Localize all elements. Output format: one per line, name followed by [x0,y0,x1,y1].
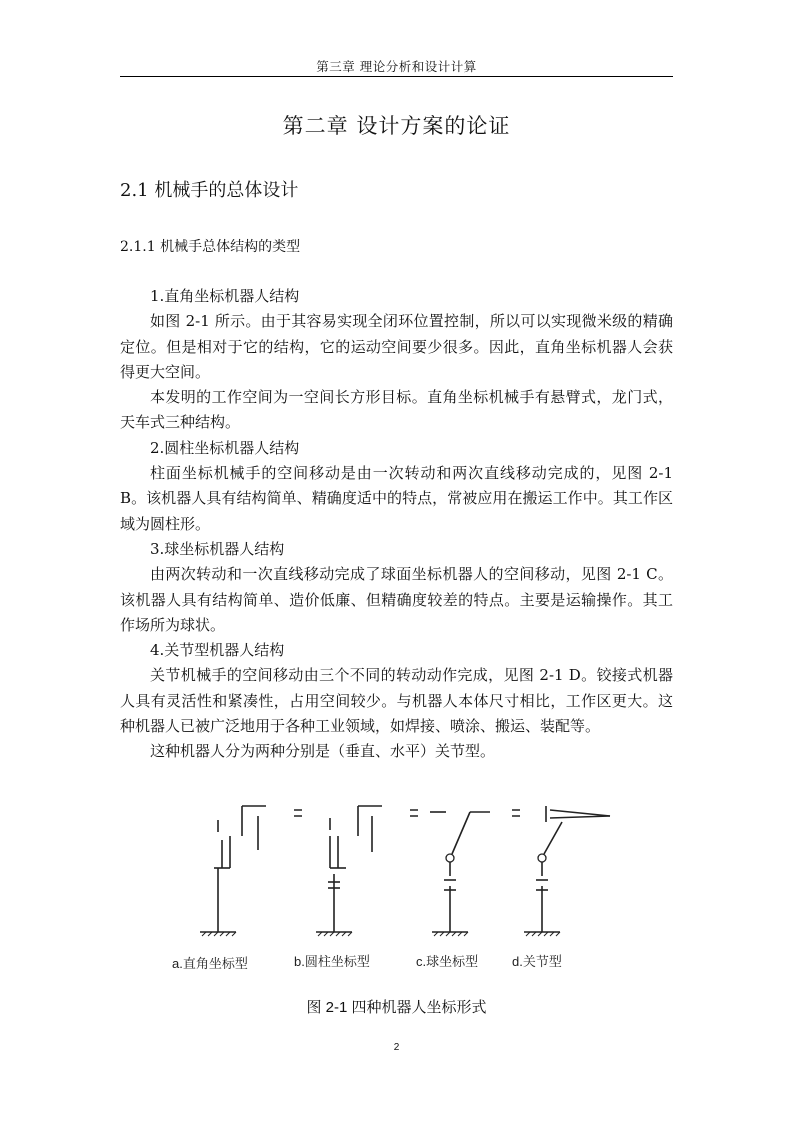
paragraph: 关节机械手的空间移动由三个不同的转动动作完成，见图 2-1 D。铰接式机器人具有灵活性和紧凑性，占用空间较少。与机器人本体尺寸相比，工作区更大。这种机器人已被广泛地用于各种工业领域，如焊接、喷涂、搬运、装配等。 [120,666,673,736]
item-heading-articulated: 4.关节型机器人结构 [150,641,285,660]
figure-label-a: a.直角坐标型 [172,956,248,971]
cylindrical-robot-diagram [294,806,382,936]
item-heading-cartesian: 1.直角坐标机器人结构 [150,287,300,305]
paragraph: 由两次转动和一次直线移动完成了球面坐标机器人的空间移动，见图 2-1 C。该机器人具有结构简单、造价低廉、但精确度较差的特点。主要是运输操作。其工作场所为球状。 [120,565,673,634]
running-header: 第三章 理论分析和设计计算 [316,59,477,74]
figure-label-c: c.球坐标型 [416,954,479,969]
cartesian-robot-diagram [200,806,266,936]
paragraph: 这种机器人分为两种分别是（垂直、水平）关节型。 [150,742,496,761]
robot-coordinate-figure [172,796,620,976]
spherical-robot-diagram [410,810,520,936]
articulated-robot-diagram [524,806,610,936]
page-number: 2 [393,1042,400,1053]
figure-label-b: b.圆柱坐标型 [294,954,370,969]
item-heading-spherical: 3.球坐标机器人结构 [150,539,285,558]
item-heading-cylindrical: 2.圆柱坐标机器人结构 [150,438,300,457]
header-rule [120,76,673,77]
subsection-heading: 2.1.1 机械手总体结构的类型 [120,239,301,255]
paragraph: 柱面坐标机械手的空间移动是由一次转动和两次直线移动完成的，见图 2-1 B。该机器人具有结构简单、精确度适中的特点，常被应用在搬运工作中。其工作区域为圆柱形。 [120,464,673,533]
section-heading: 2.1 机械手的总体设计 [120,180,299,201]
paragraph: 本发明的工作空间为一空间长方形目标。直角坐标机械手有悬臂式，龙门式，天车式三种结构。 [120,388,673,432]
figure-label-d: d.关节型 [512,954,562,969]
paragraph: 如图 2-1 所示。由于其容易实现全闭环位置控制，所以可以实现微米级的精确定位。但是相对于它的结构，它的运动空间要少很多。因此，直角坐标机器人会获得更大空间。 [120,312,673,381]
chapter-title: 第二章 设计方案的论证 [282,114,511,138]
figure-caption: 图 2-1 四种机器人坐标形式 [306,999,487,1016]
body-text [120,284,673,765]
